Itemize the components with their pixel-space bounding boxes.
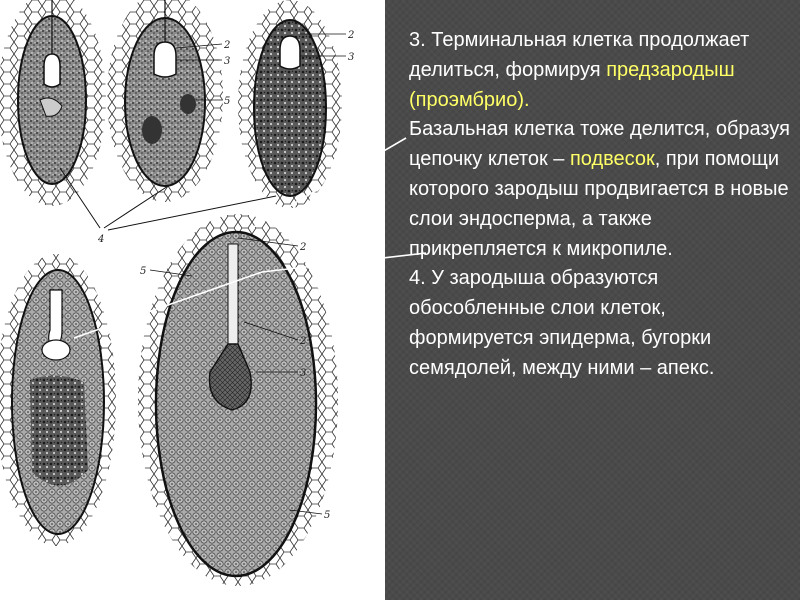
embryo-drawing bbox=[0, 0, 385, 600]
label-top-5: 5 bbox=[224, 96, 231, 107]
text-panel bbox=[385, 0, 800, 600]
label-top-3: 3 bbox=[224, 56, 231, 67]
paragraph-3 bbox=[409, 26, 794, 115]
basal-text-1: Базальная клетка тоже делится, образуя цепочку клеток – bbox=[409, 118, 790, 171]
label-left-4: 4 bbox=[98, 234, 105, 245]
ovule-stage-4 bbox=[0, 254, 116, 546]
paragraph-basal bbox=[409, 115, 794, 264]
embryo-illustration bbox=[0, 0, 385, 600]
slide-text bbox=[409, 26, 794, 384]
ovule-stage-2 bbox=[107, 0, 230, 202]
basal-text-2: , при помощи которого зародыш продвигается в новые слои эндосперма, а также прикрепляется к микропиле. bbox=[409, 148, 789, 260]
label-right-2: 2 bbox=[348, 30, 355, 41]
paragraph-4: 4. У зародыша образуются обособленные слои клеток, формируется эпидерма, бугорки семядолей, между ними – апекс. bbox=[409, 267, 715, 379]
suspensor-highlight: подвесок bbox=[569, 148, 655, 171]
label-bottom-5-left: 5 bbox=[140, 266, 147, 277]
ovule-stage-1 bbox=[0, 0, 106, 206]
label-right-3: 3 bbox=[348, 52, 355, 63]
label-bottom-3: 3 bbox=[300, 368, 307, 379]
label-bottom-5: 5 bbox=[324, 510, 331, 521]
proembryo-highlight: предзародыш (проэмбрио). bbox=[409, 58, 735, 111]
paragraph-3-text: 3. Терминальная клетка продолжает делиться, формируя bbox=[409, 29, 750, 81]
label-bottom-2-top: 2 bbox=[300, 242, 307, 253]
ovule-stage-3 bbox=[238, 0, 354, 208]
label-top-2: 2 bbox=[224, 40, 231, 51]
ovule-stage-5 bbox=[138, 214, 338, 586]
label-bottom-2-mid: 2 bbox=[300, 336, 307, 347]
